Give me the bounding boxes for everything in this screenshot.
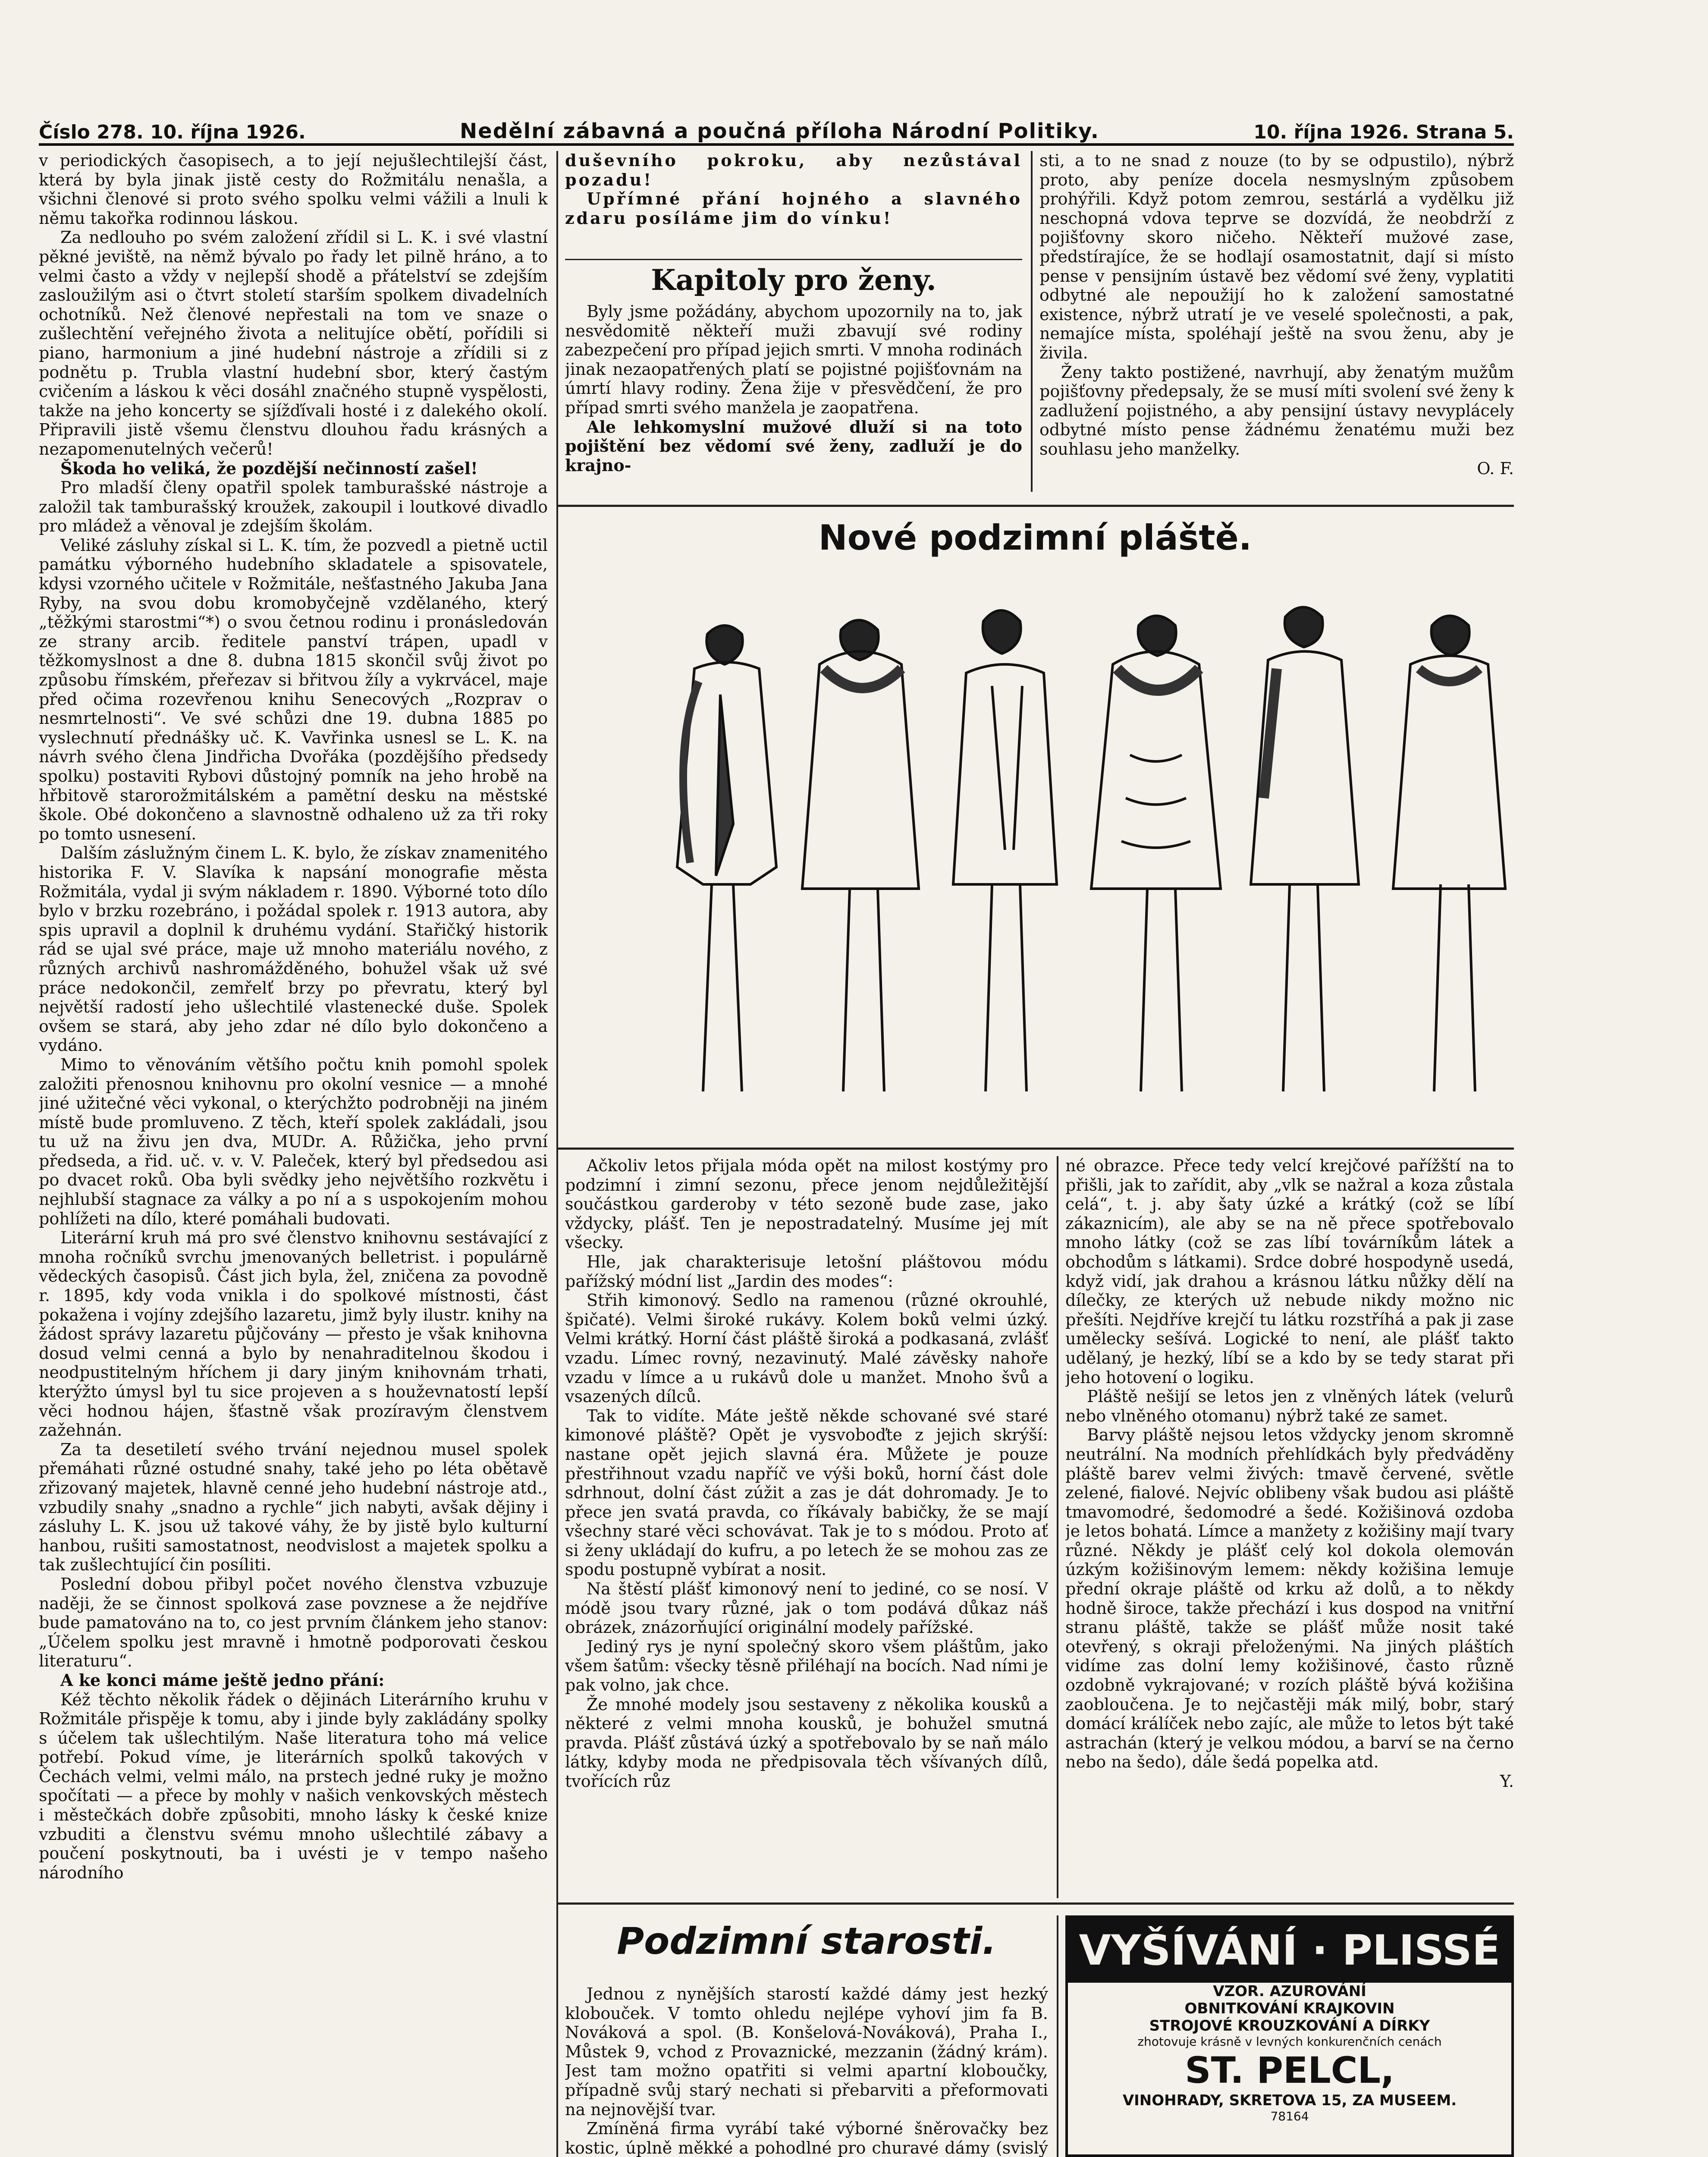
ad-pelcl-line: OBNITKOVÁNÍ KRAJKOVIN xyxy=(1184,2000,1395,2017)
col1-paragraph: Mimo to věnováním většího počtu knih pomohl spolek založiti přenosnou knihovnu pro okolní vesnice — a mnohé jiné užitečné věci vykonal, o kterýchžto podrobněji na jiném místě bude promluveno. Z těch, kteří spolek zakládali, jsou tu už na živu jen dva, MUDr. A. Růžička, jeho první předseda, a řid. uč. v. v. V. Paleček, který byl předsedou asi po dvacet roků. Oba byli svědky jeho největšího rozkvětu i nejhlubší stagnace za války a po ní a s uspokojením mohou pohlížeti na dílo, které pomáhali budovati. xyxy=(39,1055,548,1228)
page-header xyxy=(39,113,1514,146)
starosti-paragraph: Zmíněná firma vyrábí také výborné šněrovačky bez kostic, úplně měkké a pohodlné pro churavé dámy (svislý xyxy=(565,2119,1048,2157)
fashion-illustration xyxy=(578,582,1535,1139)
coats-paragraph: Na štěstí plášť kimonový není to jediné, co se nosí. V módě jsou tvary různé, jak o tom podává důkaz náš obrázek, znázorňující originální modely pařížské. xyxy=(565,1579,1048,1637)
kapitoly-paragraph: Byly jsme požádány, abychom upozornily na to, jak nesvědomitě někteří muži zbavují své rodiny zabezpečení pro případ jejich smrti. V mnoha rodinách jinak nezaopatřených platí se pojistné pojišťovnám na úmrtí hlavy rodiny. Žena žije v přesvědčení, že pro případ smrti svého manžela je zaopatřena. xyxy=(565,302,1022,417)
ad-pelcl-line: zhotovuje krásně v levných konkurenčních cenách xyxy=(1137,2034,1442,2049)
col3-signature: O. F. xyxy=(1477,459,1514,478)
coat-figure-2 xyxy=(802,620,919,1092)
section-rule xyxy=(556,1148,1514,1150)
page-number: 10. října 1926. Strana 5. xyxy=(1253,121,1514,143)
col1-paragraph: Veliké zásluhy získal si L. K. tím, že pozvedl a pietně uctil památku výborného hudebního skladatele a spisovatele, kdysi vzorného učitele v Rožmitále, nešťastného Jakuba Jana Ryby, na svou dobu kromobyčejně vzdělaného, který „těžkými starostmi“*) o svou četnou rodinu i pronásledován ze strany arcib. ředitele panství trápen, upadl v těžkomyslnost a dne 8. dubna 1815 skončil svůj život po způsobu římském, přeřezav si břitvou žíly a vykrvácel, maje před očima rozevřenou knihu Senecových „Rozprav o nesmrtelnosti“. Ve své schůzi dne 19. dubna 1885 po vyslechnutí přednášky uč. K. Vavřinka usnesl se L. K. na návrh svého člena Jindřicha Dvořáka (pozdějšího předsedy spolku) postaviti Rybovi důstojný pomník na jeho hrobě na hřbitově starorožmitálském a pamětní desku na městské škole. Obé dokončeno a slavnostně odhaleno už za tři roky po tomto usnesení. xyxy=(39,535,548,843)
col1-paragraph: A ke konci máme ještě jedno přání: xyxy=(60,1670,385,1690)
col1-paragraph: Poslední dobou přibyl počet nového členstva vzbuzuje naději, že se činnost spolková zase povznese a že nejdříve bude pamatováno na to, co jest prvním článkem jeho stanov: „Účelem spolku jest mravně i hmotně podporovati českou literaturu“. xyxy=(39,1574,548,1671)
coats-paragraph: Hle, jak charakterisuje letošní pláštovou módu pařížský módní list „Jardin des modes“: xyxy=(565,1252,1048,1291)
column-divider xyxy=(556,151,558,2157)
issue-number: Číslo 278. 10. října 1926. xyxy=(39,121,306,143)
kapitoly-body xyxy=(565,302,1022,492)
coats-paragraph: Tak to vidíte. Máte ještě někde schované své staré kimonové pláště? Opět je vysvoboďte z jejich skrýší: nastane opět jejich slavná éra. Můžete je pouze přestřihnout vzadu napříč ve výši boků, horní část dole sdrhnout, dolní část zúžit a zas je dát dohromady. Je to přece jen svatá pravda, co říkávaly babičky, že se mají všechny staré věci schovávat. Tak je to s módou. Proto ať si ženy ukládají do kufru, a po letech že se mohou zas ze spodu postupně vybírat a nosit. xyxy=(565,1406,1048,1579)
coats-paragraph: Pláště nešijí se letos jen z vlněných látek (velurů nebo vlněného otomanu) nýbrž také ze samet. xyxy=(1065,1387,1514,1425)
starosti-body xyxy=(565,1984,1048,2157)
col3-paragraph: Ženy takto postižené, navrhují, aby ženatým mužům pojišťovny předepsaly, že se musí míti svolení své ženy k zadlužení pojistného, a aby pensijní ústavy nevyplácely odbytné místo pense žádnému ženatému muži bez souhlasu jeho manželky. xyxy=(1039,362,1514,459)
coats-paragraph: Barvy pláště nejsou letos vždycky jenom skromně neutrální. Na modních přehlídkách byly předváděny pláště barev velmi živých: tmavě červené, světle zelené, fialové. Nejvíc oblibeny však budou asi pláště tmavomodré, šedomodré a šedé. Kožišinová ozdoba je letos bohatá. Límce a manžety z kožišiny mají tvary různé. Někdy je plášť celý kol dokola olemován úzkým kožišinovým lemem: někdy kožišina lemuje přední okraje pláště od krku až dolů, a to někdy hodně široce, takže přechází i kus dospod na vnitřní stranu pláště, takže se plášť může nosit také otevřený, s okraji přeloženými. Na jiných pláštích vidíme zas dolní lemy kožišinové, často různě ozdobně vykrajované; v rozích pláště bývá kožišina zaobloučena. Je to nejčastěji mák milý, bobr, starý domácí králíček nebo zajíc, ale může to letos být také astrachán (který je velkou módou, a barví se na černo nebo na šedo), dále šedá popelka atd. xyxy=(1065,1425,1514,1772)
col2-paragraph: duševního pokroku, aby nezůstával pozadu! xyxy=(565,151,1022,189)
ad-pelcl-code: 78164 xyxy=(1270,2109,1309,2123)
col1-paragraph: Literární kruh má pro své členstvo knihovnu sestávající z mnoha ročníků svrchu jmenovaných belletrist. i populárně vědeckých časopisů. Část jich byla, žel, zničena za povodně r. 1895, kdy voda vnikla i do spolkové místnosti, část pokažena i vojíny zdejšího lazaretu, jimž byly ilustr. knihy na žádost správy lazaretu půjčovány — přesto je však knihovna dosud velmi cenná a bylo by nenahraditelnou škodou i neodpustitelným hříchem ji dary jiným knihovnám trhati, kterýžto úmysl byl tu sice projeven a s houževnatostí lepší věci hodnou hájen, šťastně však prozíravým členstvem zažehnán. xyxy=(39,1228,548,1440)
fashion-title: Nové podzimní pláště. xyxy=(818,518,1252,558)
coats-paragraph: Že mnohé modely jsou sestaveny z několika kousků a některé z velmi mnoha kousků, je bohužel smutná pravda. Plášť zůstává úzký a spotřebovalo by se naň málo látky, kdyby moda ne předpisovala těch všívaných dílů, tvořících růz xyxy=(565,1695,1048,1791)
ad-pelcl-line: VZOR. AZUROVÁNÍ xyxy=(1213,1983,1366,2000)
col1-paragraph: v periodických časopisech, a to její nejušlechtilejší část, která by byla jinak jistě cesty do Rožmitálu nenašla, a všichni členové si proto svého spolku velmi vážili a lnuli k němu takořka rodinnou láskou. xyxy=(39,151,548,228)
ad-pelcl-top: VYŠÍVÁNÍ · PLISSÉ xyxy=(1068,1918,1511,1983)
coats-paragraph: Jediný rys je nyní společný skoro všem pláštům, jako všem šatům: všecky těsně přiléhají na bocích. Nad ními je pak volno, jak chce. xyxy=(565,1637,1048,1695)
coats-paragraph: Střih kimonový. Sedlo na ramenou (různé okrouhlé, špičaté). Velmi široké rukávy. Kolem boků velmi úzký. Velmi krátký. Horní část pláště široká a podkasaná, zvlášť vzadu. Límec rovný, nezavinutý. Malé závěsky nahoře vzadu v límce a u rukávů dole u manžet. Mnoho švů a vsazených dílců. xyxy=(565,1291,1048,1406)
column-1 xyxy=(39,151,548,2157)
kapitoly-paragraph: Ale lehkomyslní mužové dluží si na toto pojištění bez vědomí své ženy, zadluží je do krajno- xyxy=(565,417,1022,475)
column-divider xyxy=(1057,1915,1058,2157)
column-divider xyxy=(1057,1156,1058,1898)
coats-article-col-a xyxy=(565,1156,1048,1898)
col3-paragraph: sti, a to ne snad z nouze (to by se odpustilo), nýbrž proto, aby peníze docela nesmyslným způsobem prohýřili. Když potom zemrou, sestárlá a vydělku již neschopná vdova teprve se dozvídá, že neobdrží z pojišťovny skoro ničeho. Někteří mužové zase, předstírajíce, že se hodlají osamostatnit, dají si místo pense v pensijním ústavě bez vědomí své ženy, vyplatiti odbytné ale nepoužijí ho k založení samostatné existence, nýbrž utratí je ve veselé společnosti, a pak, nemajíce místa, spoléhají ještě na svou ženu, aby je živila. xyxy=(1039,151,1514,362)
col1-paragraph: Za ta desetiletí svého trvání nejednou musel spolek přemáhati různé ostudné snahy, také jeho po léta obětavě zřizovaný majetek, hlavně cenné jeho hudební nástroje atd., vzbudily snahy „snadno a rychle“ jich nabyti, avšak dějiny i zásluhy L. K. jsou už takové váhy, že by jistě bylo kulturní hanbou, rušiti samostatnost, neodvislost a majetek spolku a tak zušlechtující čin posíliti. xyxy=(39,1440,548,1575)
col1-paragraph: Kéž těchto několik řádek o dějinách Literárního kruhu v Rožmitále přispěje k tomu, aby i jinde byly zakládány spolky s účelem tak ušlechtilým. Naše literatura toho má velice potřebí. Pokud víme, je literárních spolků takových v Čechách velmi, velmi málo, na prstech jedné ruky je možno spočítati — a přece by mohly v našich venkovských městech i městečkách dobře způsobiti, mnoho lásky k české knize vzbuditi a členstvu svému mnoho ušlechtilé zábavy a poučení poskytnouti, ba i uvésti je v tempo našeho národního xyxy=(39,1690,548,1882)
ad-pelcl-address: VINOHRADY, SKRETOVA 15, ZA MUSEEM. xyxy=(1122,2092,1457,2109)
coats-paragraph: né obrazce. Přece tedy velcí krejčové pařížští na to přišli, jak to zařídit, aby „vlk se nažral a koza zůstala celá“, t. j. aby šaty úzké a krátký (což se líbí zákaznicím), ale aby se na ně přece spotřebovalo mnoho látky (což se zas líbí továrníkům látek a obchodům s látkami). Srdce dobré hospodyně usedá, když vidí, jak drahou a krásnou látku nůžky dělí na dílečky, ze kterých už nebude nikdy možno nic přešíti. Nejdříve krejčí tu látku rozstříhá a pak ji zase umělecky sešívá. Logické to není, ale plášť takto udělaný, je hezký, líbí se a kdo by se tedy starat při jeho hotovení o logiku. xyxy=(1065,1156,1514,1387)
coat-figure-6 xyxy=(1393,616,1505,1092)
coats-paragraph: Ačkoliv letos přijala móda opět na milost kostýmy pro podzimní i zimní sezonu, přece jenom nejdůležitější součástkou garderoby v této sezoně bude zase, jako vždycky, plášť. Ten je nepostradatelný. Musíme jej mít všecky. xyxy=(565,1156,1048,1252)
col1-paragraph: Dalším záslužným činem L. K. bylo, že získav znamenitého historika F. V. Slavíka k napsání monografie města Rožmitála, vydal ji svým nákladem r. 1890. Výborné toto dílo bylo v brzku rozebráno, i požádal spolek r. 1913 autora, aby spis upravil a doplnil k druhému vydání. Stařičký historik rád se ujal své práce, maje už mnoho materiálu nového, z různých archivů nashromážděného, bohužel však už své práce nedokončil, zemřelť brzy po převratu, který byl největší radostí jeho ušlechtilé vlastenecké duše. Spolek ovšem se stará, aby jeho zdar né dílo bylo dokončeno a vydáno. xyxy=(39,843,548,1055)
starosti-title: Podzimní starosti. xyxy=(617,1920,996,1963)
starosti-paragraph: Jednou z nynějších starostí každé dámy jest hezký klobouček. V tomto ohledu nejlépe vyhoví jim fa B. Nováková a spol. (B. Konšelová-Nováková), Praha I., Můstek 9, vchod z Provaznické, mezzanin (žádný krám). Jest tam možno opatřiti si velmi apartní kloboučky, případně svůj starý nechati si přebarviti a přeformovati na nejnovější tvar. xyxy=(565,1984,1048,2119)
ad-pelcl xyxy=(1065,1915,1514,2157)
column-divider xyxy=(1031,151,1033,492)
col1-paragraph: Za nedlouho po svém založení zřídil si L. K. i své vlastní pěkné jeviště, na němž bývalo po řady let pilně hráno, a to velmi často a vždy v nejlepší shodě a přátelství se zdejším zasloužilým asi o čtvrt století starším spolkem divadelních ochotníků. Než členové nepřestali na tom ve snaze o zušlechtění veřejného života a nelitujíce obětí, pořídili si piano, harmonium a jiné hudební nástroje a zřídili si z podnětu p. Trubla vlastní hudební sbor, který častým cvičením a láskou k věci dosáhl značného stupně vyspělosti, takže na jeho koncerty se sjížďívali hosté i z dalekého okolí. Připravili jistě všemu členstvu dlouhou řadu krásných a nezapomenutelných večerů! xyxy=(39,228,548,459)
supplement-title: Nedělní zábavná a poučná příloha Národní Politiky. xyxy=(459,119,1099,143)
coat-figure-5 xyxy=(1251,607,1359,1092)
section-rule xyxy=(556,505,1514,507)
coat-figure-4 xyxy=(1091,616,1221,1092)
column-3-top xyxy=(1039,151,1514,496)
col2-paragraph: Upřímné přání hojného a slavného zdaru posíláme jim do vínku! xyxy=(565,189,1022,228)
coat-figure-1 xyxy=(677,626,776,1091)
coat-figure-3 xyxy=(953,610,1057,1091)
column-2-top xyxy=(565,151,1022,250)
kapitoly-title: Kapitoly pro ženy. xyxy=(651,263,936,297)
coats-signature: Y. xyxy=(1500,1772,1514,1791)
col1-paragraph: Pro mladší členy opatřil spolek tamburašské nástroje a založil tak tamburašský kroužek, zakoupil i loutkové divadlo pro mládež a věnoval je zdejším školám. xyxy=(39,478,548,536)
section-rule xyxy=(556,1902,1514,1905)
col1-paragraph: Škoda ho veliká, že pozdější nečinností zašel! xyxy=(60,458,478,478)
section-rule xyxy=(565,259,1022,260)
ad-pelcl-name: ST. PELCL, xyxy=(1185,2049,1394,2091)
ad-pelcl-line: STROJOVÉ KROUZKOVÁNÍ A DÍRKY xyxy=(1149,2017,1430,2034)
coats-article-col-b xyxy=(1065,1156,1514,1898)
